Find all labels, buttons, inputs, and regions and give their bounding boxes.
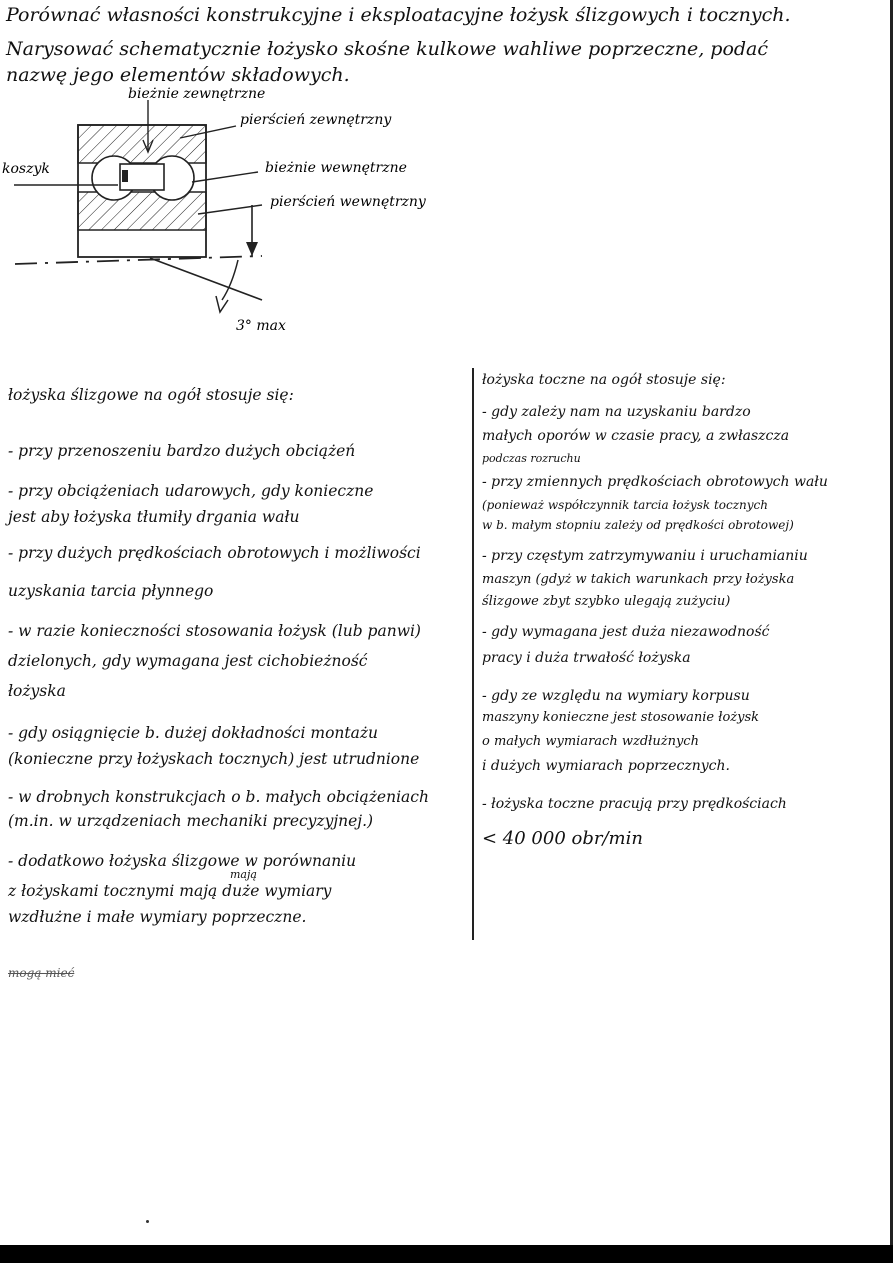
- insert-word: mają: [230, 868, 257, 881]
- sliding-line: łożyska: [8, 682, 66, 700]
- rolling-line: (ponieważ współczynnik tarcia łożysk tocznych: [482, 498, 768, 512]
- rolling-line: - przy częstym zatrzymywaniu i uruchamianiu: [482, 548, 808, 564]
- sliding-line: dzielonych, gdy wymagana jest cichobieżność: [8, 652, 368, 670]
- rolling-line: - gdy zależy nam na uzyskaniu bardzo: [482, 404, 751, 420]
- rolling-line: - gdy ze względu na wymiary korpusu: [482, 688, 750, 704]
- sliding-line: - przy dużych prędkościach obrotowych i możliwości: [8, 544, 421, 562]
- sliding-line: uzyskania tarcia płynnego: [8, 582, 214, 600]
- task-line-2: Narysować schematycznie łożysko skośne kulkowe wahliwe poprzeczne, podać: [6, 38, 769, 60]
- angle-arc: [222, 260, 238, 300]
- rolling-line: maszyn (gdyż w takich warunkach przy łożyska: [482, 572, 795, 587]
- scan-bottom-border: [0, 1245, 893, 1263]
- inner-ring-shape: [78, 192, 206, 230]
- sliding-line: (konieczne przy łożyskach tocznych) jest utrudnione: [8, 750, 420, 768]
- label-outer-ring: pierścień zewnętrzny: [240, 112, 392, 128]
- rolling-line: małych oporów w czasie pracy, a zwłaszcza: [482, 428, 790, 444]
- label-angle: 3° max: [236, 318, 286, 334]
- label-outer-raceway: bieżnie zewnętrzne: [128, 86, 266, 102]
- rolling-line: pracy i duża trwałość łożyska: [482, 650, 691, 666]
- cage-pin: [122, 170, 128, 182]
- sliding-line: - przy przenoszeniu bardzo dużych obciążeń: [8, 442, 356, 460]
- column-divider: [472, 368, 474, 940]
- struck-word: mogą mieć: [8, 966, 75, 980]
- sliding-bearings-heading: łożyska ślizgowe na ogół stosuje się:: [8, 386, 294, 404]
- rolling-line: o małych wymiarach wzdłużnych: [482, 734, 699, 749]
- sliding-line: - w razie konieczności stosowania łożysk (lub panwi): [8, 622, 421, 640]
- tilt-line: [150, 258, 262, 300]
- vertical-arrowhead: [246, 242, 258, 256]
- outer-ring-shape: [78, 125, 206, 163]
- label-cage: koszyk: [2, 161, 50, 177]
- bearing-diagram: [0, 0, 893, 360]
- rolling-line: podczas rozruchu: [482, 452, 581, 465]
- rolling-line: - łożyska toczne pracują przy prędkościach: [482, 796, 787, 812]
- rolling-line: ślizgowe zbyt szybko ulegają zużyciu): [482, 594, 731, 609]
- label-inner-raceway: bieżnie wewnętrzne: [265, 160, 407, 176]
- rolling-line: maszyny konieczne jest stosowanie łożysk: [482, 710, 760, 725]
- sliding-line: - dodatkowo łożyska ślizgowe w porównaniu: [8, 852, 357, 870]
- sliding-line: jest aby łożyska tłumiły drgania wału: [8, 508, 300, 526]
- task-line-3: nazwę jego elementów składowych.: [6, 64, 350, 86]
- rolling-line: - przy zmiennych prędkościach obrotowych wału: [482, 474, 828, 490]
- sliding-line: (m.in. w urządzeniach mechaniki precyzyjnej.): [8, 812, 374, 830]
- rolling-bearings-heading: łożyska toczne na ogół stosuje się:: [482, 372, 726, 388]
- sliding-line: - w drobnych konstrukcjach o b. małych obciążeniach: [8, 788, 429, 806]
- label-inner-ring: pierścień wewnętrzny: [270, 194, 426, 210]
- leader-inner-raceway: [192, 172, 258, 182]
- rolling-line: i dużych wymiarach poprzecznych.: [482, 758, 730, 774]
- sliding-line: z łożyskami tocznymi mają duże wymiary: [8, 882, 332, 900]
- rolling-line: w b. małym stopniu zależy od prędkości obrotowej): [482, 518, 794, 532]
- task-line-1: Porównać własności konstrukcyjne i eksploatacyjne łożysk ślizgowych i tocznych.: [6, 4, 791, 26]
- sliding-line: - przy obciążeniach udarowych, gdy konieczne: [8, 482, 374, 500]
- angle-arrow: [216, 296, 228, 312]
- sliding-line: wzdłużne i małe wymiary poprzeczne.: [8, 908, 307, 926]
- rolling-line: - gdy wymagana jest duża niezawodność: [482, 624, 770, 640]
- rolling-line: < 40 000 obr/min: [482, 828, 643, 849]
- stray-dot: [146, 1220, 149, 1223]
- sliding-line: - gdy osiągnięcie b. dużej dokładności montażu: [8, 724, 379, 742]
